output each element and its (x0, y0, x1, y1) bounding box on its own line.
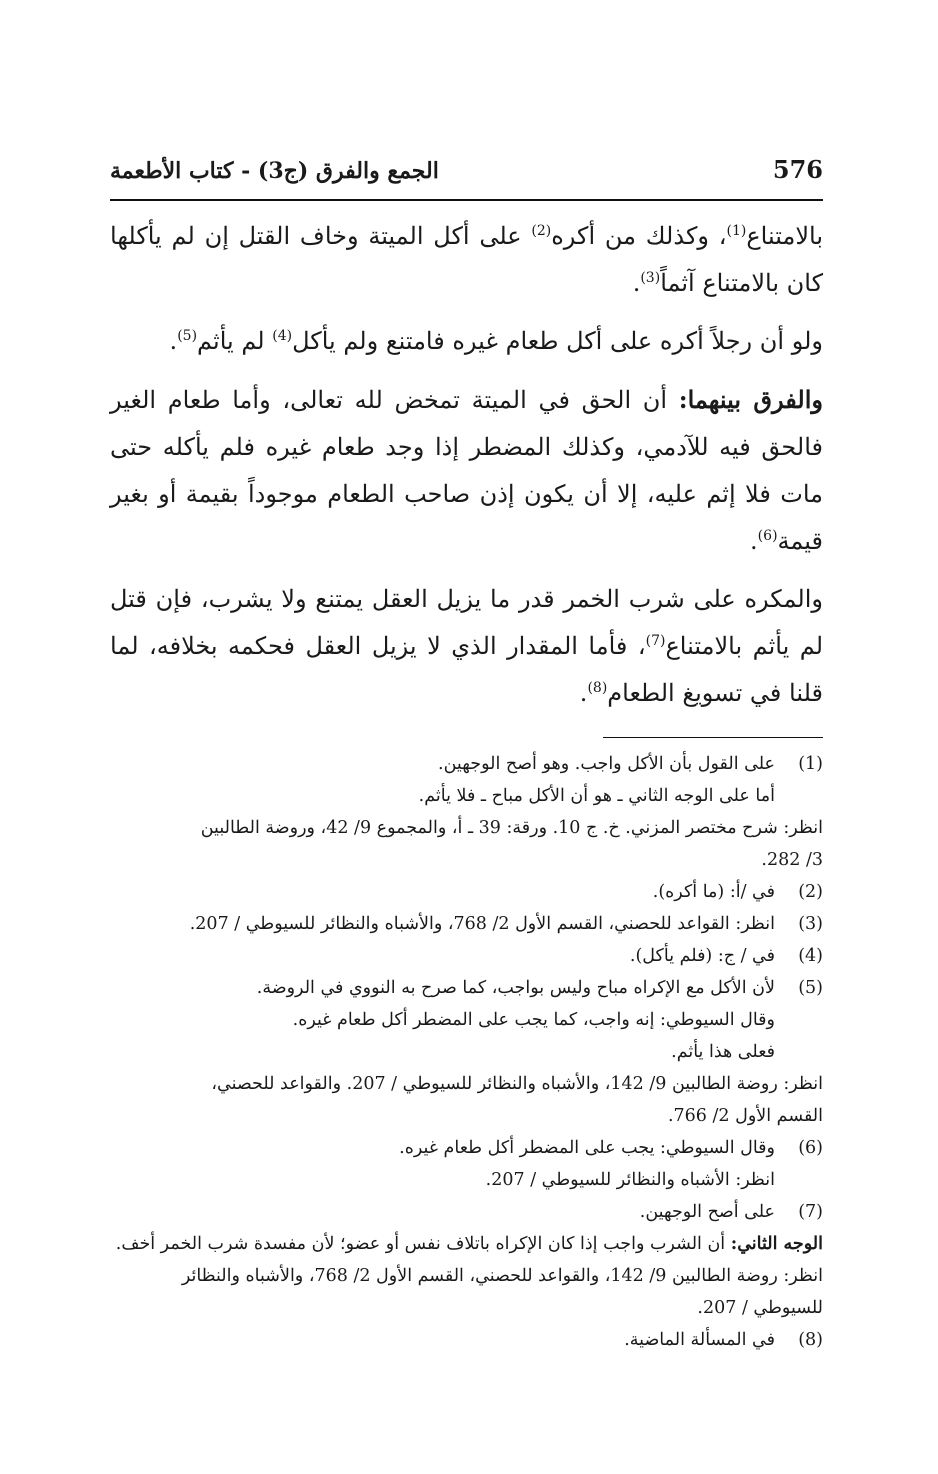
footnote-1 (110, 748, 823, 876)
footnote-line: القسم الأول 2/ 766. (667, 1106, 823, 1126)
footnote-4 (110, 940, 823, 972)
footnote-line: لأن الأكل مع الإكراه مباح وليس بواجب، كما صرح به النووي في الروضة. (256, 978, 775, 998)
footnote-separator (603, 737, 823, 738)
running-header (110, 155, 823, 193)
header-rule (110, 199, 823, 201)
book-page (110, 155, 823, 1356)
footnote-line: في / ج: (فلم يأكل). (629, 946, 775, 966)
running-title: الجمع والفرق (ج3) - كتاب الأطعمة (110, 158, 439, 184)
text-run: والمكره على شرب الخمر قدر ما يزيل العقل يمتنع ولا يشرب، فإن قتل لم يأثم بالامتناع (110, 585, 824, 660)
text-run: ، وكذلك من أكره (551, 222, 727, 250)
footnote-line: انظر: روضة الطالبين 9/ 142، والأشباه والنظائر للسيوطي / 207. والقواعد للحصني، (211, 1074, 823, 1094)
footnote-line: 3/ 282. (761, 850, 823, 870)
bold-lead: والفرق بينهما: (678, 385, 823, 414)
footnote-ref: (5) (177, 328, 198, 344)
text-run: أن الحق في الميتة تمخض لله تعالى، وأما طعام الغير فالحق فيه للآدمي، وكذلك المضطر إذا وجد طعام غيره فلم يأكله حتى مات فلا إثم عليه، إلا أن يكون إذن صاحب الطعام موجوداً بقيمة أو بغير قيمة (110, 386, 823, 555)
footnote-line: وقال السيوطي: إنه واجب، كما يجب على المضطر أكل طعام غيره. (292, 1010, 775, 1030)
footnote-6 (110, 1132, 823, 1196)
page-number: 576 (772, 155, 823, 184)
footnote-ref: (2) (531, 223, 552, 239)
footnote-line: في /أ: (ما أكره). (652, 882, 775, 902)
text-run: بالامتناع (746, 222, 823, 250)
footnote-line: على أصح الوجهين. (639, 1202, 775, 1222)
footnote-8 (110, 1324, 823, 1356)
paragraph-3 (110, 376, 823, 565)
footnote-line: انظر: الأشباه والنظائر للسيوطي / 207. (485, 1170, 775, 1190)
footnote-number: (2) (798, 882, 823, 902)
main-text (110, 213, 823, 717)
footnote-number: (3) (798, 914, 823, 934)
footnote-number: (4) (798, 946, 823, 966)
footnote-line: على القول بأن الأكل واجب. وهو أصح الوجهين. (438, 754, 775, 774)
footnote-line: أما على الوجه الثاني ـ هو أن الأكل مباح ـ فلا يأثم. (418, 786, 775, 806)
footnote-line: وقال السيوطي: يجب على المضطر أكل طعام غيره. (399, 1138, 775, 1158)
text-run: . (632, 269, 641, 297)
text-run: ولو أن رجلاً أكره على أكل طعام غيره فامتنع ولم يأكل (292, 327, 823, 355)
footnote-line: في المسألة الماضية. (624, 1330, 775, 1350)
bold-lead: الوجه الثاني: (730, 1234, 823, 1254)
footnote-line (110, 1228, 823, 1260)
footnote-number: (5) (798, 978, 823, 998)
text-run: . (579, 679, 588, 707)
footnote-number: (6) (798, 1138, 823, 1158)
text-run: أن الشرب واجب إذا كان الإكراه باتلاف نفس أو عضو؛ لأن مفسدة شرب الخمر أخف. (115, 1234, 731, 1254)
footnotes (110, 748, 823, 1356)
text-run: لم يأثم (197, 327, 273, 355)
text-run: على أكل الميتة وخاف القتل إن لم يأكلها كان بالامتناع آثماً (110, 222, 823, 297)
footnote-ref: (3) (640, 270, 661, 286)
footnote-line: فعلى هذا يأثم. (671, 1042, 775, 1062)
footnote-7 (110, 1196, 823, 1324)
footnote-ref: (6) (757, 528, 778, 544)
text-run: . (750, 527, 758, 555)
footnote-line: انظر: روضة الطالبين 9/ 142، والقواعد للحصني، القسم الأول 2/ 768، والأشباه والنظائر للسيوطي / 207. (181, 1266, 823, 1318)
footnote-line: انظر: القواعد للحصني، القسم الأول 2/ 768، والأشباه والنظائر للسيوطي / 207. (189, 914, 775, 934)
footnote-3 (110, 908, 823, 940)
footnote-2 (110, 876, 823, 908)
footnote-5 (110, 972, 823, 1132)
footnote-ref: (4) (272, 328, 293, 344)
footnote-number: (8) (798, 1330, 823, 1350)
text-run: ، فأما المقدار الذي لا يزيل العقل فحكمه بخلافه، لما قلنا في تسويغ الطعام (110, 632, 823, 707)
footnote-number: (7) (798, 1202, 823, 1222)
paragraph-4 (110, 576, 823, 717)
footnote-ref: (8) (587, 680, 608, 696)
text-run: . (169, 327, 178, 355)
paragraph-1 (110, 213, 823, 307)
footnote-ref: (1) (726, 223, 747, 239)
paragraph-2 (110, 318, 823, 365)
footnote-line: انظر: شرح مختصر المزني. خ. ج 10. ورقة: 39 ـ أ، والمجموع 9/ 42، وروضة الطالبين (200, 818, 823, 838)
footnote-ref: (7) (645, 633, 666, 649)
footnote-number: (1) (798, 754, 823, 774)
